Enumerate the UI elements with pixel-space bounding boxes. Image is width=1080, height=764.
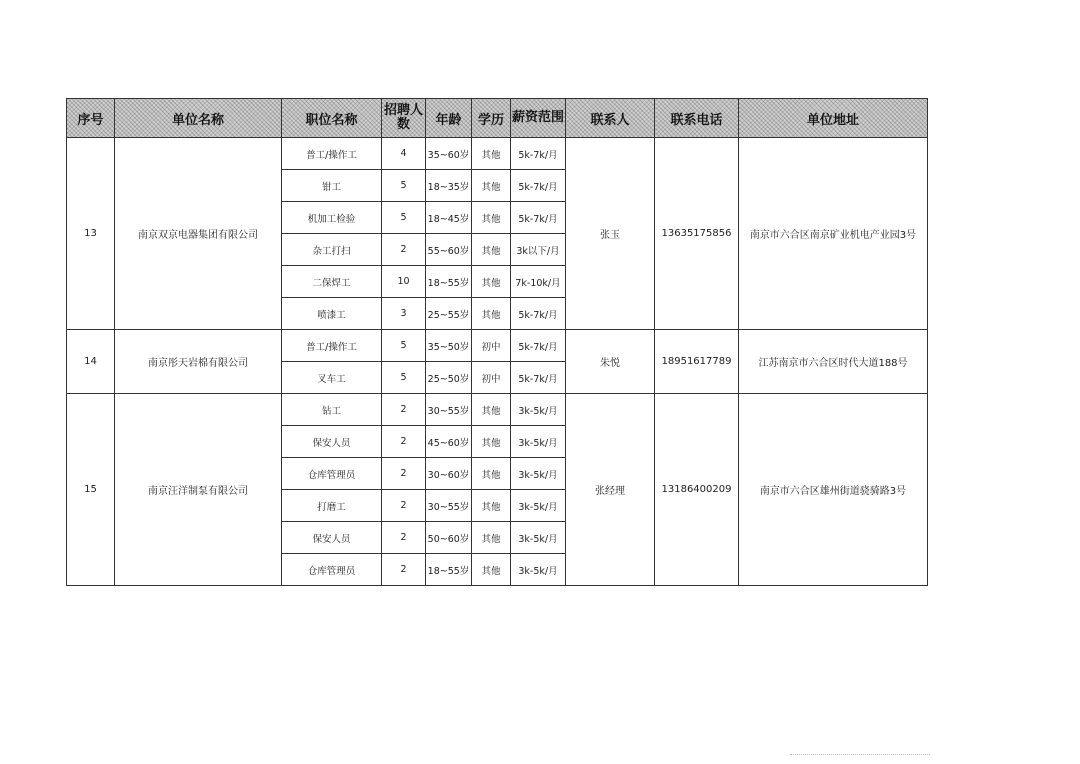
company-contact: 张玉 bbox=[566, 138, 655, 330]
job-education: 其他 bbox=[472, 170, 511, 202]
job-salary: 3k-5k/月 bbox=[511, 458, 566, 490]
job-age: 50~60岁 bbox=[426, 522, 472, 554]
job-salary: 3k-5k/月 bbox=[511, 490, 566, 522]
company-name: 南京汪洋制泵有限公司 bbox=[115, 394, 282, 586]
job-education: 其他 bbox=[472, 426, 511, 458]
company-contact: 张经理 bbox=[566, 394, 655, 586]
job-salary: 3k-5k/月 bbox=[511, 426, 566, 458]
header-company: 单位名称 bbox=[115, 99, 282, 138]
job-education: 其他 bbox=[472, 298, 511, 330]
job-education: 其他 bbox=[472, 490, 511, 522]
job-salary: 5k-7k/月 bbox=[511, 202, 566, 234]
job-salary: 5k-7k/月 bbox=[511, 298, 566, 330]
job-count: 3 bbox=[382, 298, 426, 330]
company-address: 南京市六合区南京矿业机电产业园3号 bbox=[739, 138, 928, 330]
job-age: 35~60岁 bbox=[426, 138, 472, 170]
job-age: 30~60岁 bbox=[426, 458, 472, 490]
job-count: 2 bbox=[382, 490, 426, 522]
job-position: 打磨工 bbox=[282, 490, 382, 522]
company-phone: 13186400209 bbox=[655, 394, 739, 586]
job-position: 机加工检验 bbox=[282, 202, 382, 234]
job-age: 18~45岁 bbox=[426, 202, 472, 234]
job-position: 杂工打扫 bbox=[282, 234, 382, 266]
job-position: 钻工 bbox=[282, 394, 382, 426]
job-education: 其他 bbox=[472, 458, 511, 490]
job-age: 45~60岁 bbox=[426, 426, 472, 458]
job-count: 2 bbox=[382, 394, 426, 426]
header-age: 年龄 bbox=[426, 99, 472, 138]
job-count: 2 bbox=[382, 234, 426, 266]
job-listing-table bbox=[66, 98, 928, 586]
job-education: 初中 bbox=[472, 362, 511, 394]
job-count: 5 bbox=[382, 202, 426, 234]
table-row bbox=[67, 138, 928, 170]
job-position: 普工/操作工 bbox=[282, 138, 382, 170]
job-count: 4 bbox=[382, 138, 426, 170]
job-age: 30~55岁 bbox=[426, 490, 472, 522]
job-position: 钳工 bbox=[282, 170, 382, 202]
header-seq: 序号 bbox=[67, 99, 115, 138]
job-count: 2 bbox=[382, 426, 426, 458]
job-position: 普工/操作工 bbox=[282, 330, 382, 362]
job-count: 5 bbox=[382, 330, 426, 362]
job-education: 其他 bbox=[472, 234, 511, 266]
job-age: 55~60岁 bbox=[426, 234, 472, 266]
company-seq: 15 bbox=[67, 394, 115, 586]
job-salary: 5k-7k/月 bbox=[511, 362, 566, 394]
company-seq: 14 bbox=[67, 330, 115, 394]
job-education: 其他 bbox=[472, 266, 511, 298]
job-count: 2 bbox=[382, 522, 426, 554]
header-count: 招聘人数 bbox=[382, 99, 426, 138]
job-position: 仓库管理员 bbox=[282, 554, 382, 586]
company-address: 江苏南京市六合区时代大道188号 bbox=[739, 330, 928, 394]
company-address: 南京市六合区雄州街道骁骑路3号 bbox=[739, 394, 928, 586]
header-position: 职位名称 bbox=[282, 99, 382, 138]
job-position: 喷漆工 bbox=[282, 298, 382, 330]
job-count: 5 bbox=[382, 170, 426, 202]
job-salary: 3k-5k/月 bbox=[511, 522, 566, 554]
company-phone: 18951617789 bbox=[655, 330, 739, 394]
job-age: 30~55岁 bbox=[426, 394, 472, 426]
job-age: 25~50岁 bbox=[426, 362, 472, 394]
header-contact: 联系人 bbox=[566, 99, 655, 138]
header-education: 学历 bbox=[472, 99, 511, 138]
company-phone: 13635175856 bbox=[655, 138, 739, 330]
table-row bbox=[67, 330, 928, 362]
job-salary: 3k-5k/月 bbox=[511, 394, 566, 426]
job-education: 其他 bbox=[472, 554, 511, 586]
job-education: 其他 bbox=[472, 138, 511, 170]
header-phone: 联系电话 bbox=[655, 99, 739, 138]
table-header-row bbox=[67, 99, 928, 138]
job-age: 25~55岁 bbox=[426, 298, 472, 330]
job-position: 二保焊工 bbox=[282, 266, 382, 298]
header-address: 单位地址 bbox=[739, 99, 928, 138]
job-position: 叉车工 bbox=[282, 362, 382, 394]
job-salary: 3k以下/月 bbox=[511, 234, 566, 266]
company-seq: 13 bbox=[67, 138, 115, 330]
job-salary: 5k-7k/月 bbox=[511, 330, 566, 362]
company-name: 南京双京电器集团有限公司 bbox=[115, 138, 282, 330]
job-education: 其他 bbox=[472, 522, 511, 554]
table-row bbox=[67, 394, 928, 426]
job-count: 5 bbox=[382, 362, 426, 394]
scan-footer-mark bbox=[790, 754, 930, 759]
header-salary: 薪资范围 bbox=[511, 99, 566, 138]
job-salary: 7k-10k/月 bbox=[511, 266, 566, 298]
job-position: 保安人员 bbox=[282, 426, 382, 458]
company-name: 南京彤天岩棉有限公司 bbox=[115, 330, 282, 394]
company-contact: 朱悦 bbox=[566, 330, 655, 394]
job-count: 2 bbox=[382, 554, 426, 586]
job-salary: 3k-5k/月 bbox=[511, 554, 566, 586]
job-age: 18~35岁 bbox=[426, 170, 472, 202]
job-education: 其他 bbox=[472, 394, 511, 426]
job-salary: 5k-7k/月 bbox=[511, 138, 566, 170]
job-count: 10 bbox=[382, 266, 426, 298]
job-position: 仓库管理员 bbox=[282, 458, 382, 490]
job-education: 其他 bbox=[472, 202, 511, 234]
job-age: 18~55岁 bbox=[426, 554, 472, 586]
job-salary: 5k-7k/月 bbox=[511, 170, 566, 202]
job-position: 保安人员 bbox=[282, 522, 382, 554]
job-count: 2 bbox=[382, 458, 426, 490]
job-age: 18~55岁 bbox=[426, 266, 472, 298]
job-education: 初中 bbox=[472, 330, 511, 362]
job-age: 35~50岁 bbox=[426, 330, 472, 362]
